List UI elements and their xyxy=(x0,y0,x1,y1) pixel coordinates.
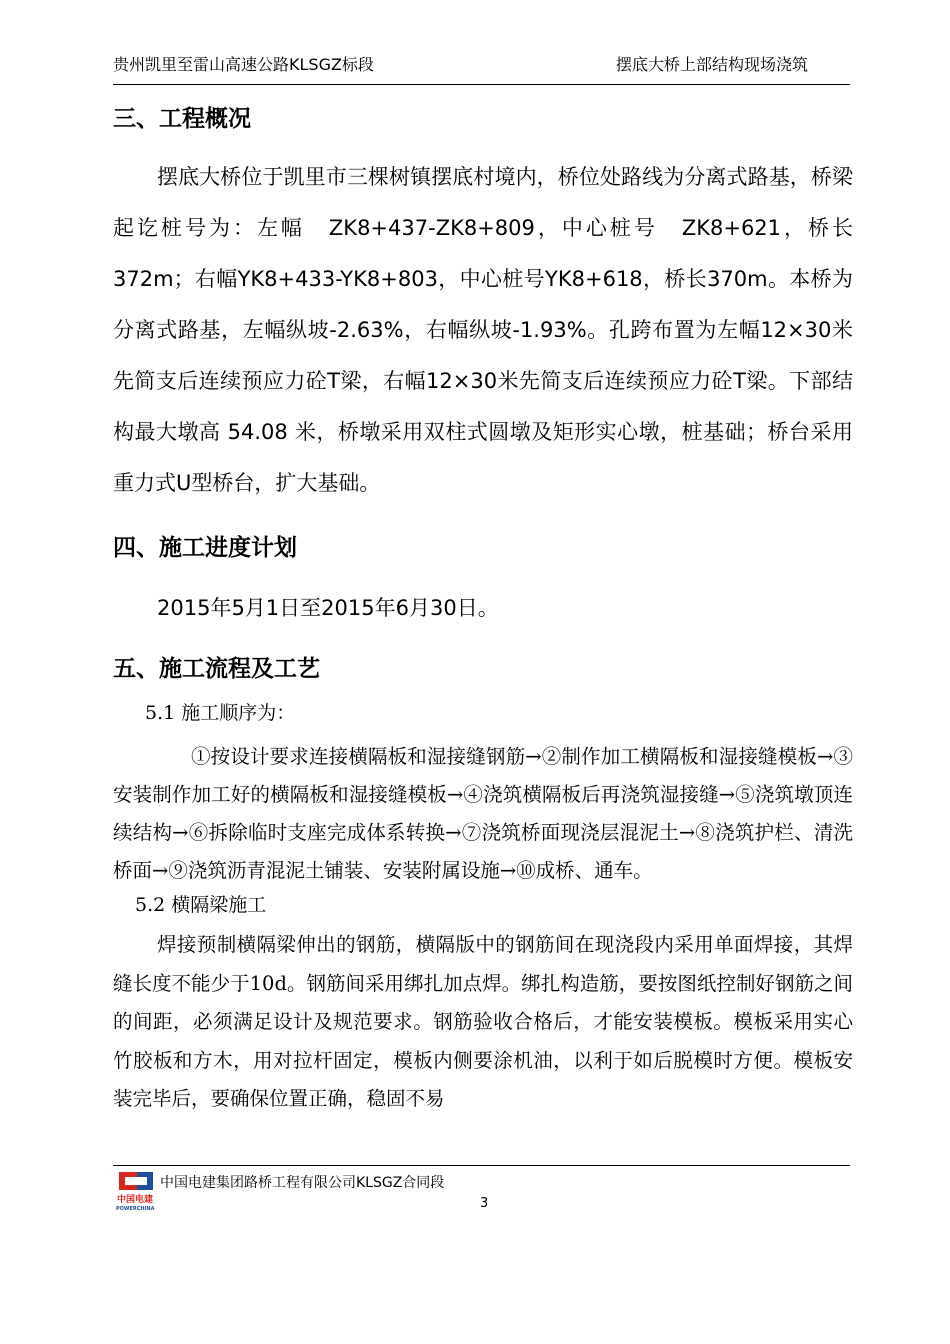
section-5-2-body: 焊接预制横隔梁伸出的钢筋，横隔版中的钢筋间在现浇段内采用单面焊接，其焊缝长度不能少于10d。钢筋间采用绑扎加点焊。绑扎构造筋，要按图纸控制好钢筋之间的间距，必须满足设计及规范要求。钢筋验收合格后，才能安装模板。模板采用实心竹胶板和方木，用对拉杆固定，模板内侧要涂机油，以利于如后脱模时方便。模板安装完毕后，要确保位置正确，稳固不易 xyxy=(113,933,853,1110)
footer-divider xyxy=(113,1165,850,1166)
logo-subtext: POWERCHINA xyxy=(116,1206,155,1212)
logo-text: 中国电建 xyxy=(117,1195,154,1205)
section-5-1-title: 5.1 施工顺序为： xyxy=(145,702,296,724)
section-5-2-title: 5.2 横隔梁施工 xyxy=(135,894,267,916)
page-content xyxy=(113,100,853,1119)
header-document-title: 摆底大桥上部结构现场浇筑 xyxy=(615,55,808,74)
section-3-title: 三、工程概况 xyxy=(113,106,251,132)
section-3-body: 摆底大桥位于凯里市三棵树镇摆底村境内，桥位处路线为分离式路基，桥梁起讫桩号为：左幅 ZK8+437-ZK8+809，中心桩号 ZK8+621，桥长372m；右幅YK8+433-YK8+803，中心桩号YK8+618，桥长370m。本桥为分离式路基，左幅纵坡-2.63%，右幅纵坡-1.93%。孔跨布置为左幅12×30米先简支后连续预应力砼T梁，右幅12×30米先简支后连续预应力砼T梁。下部结构最大墩高 54.08 米，桥墩采用双柱式圆墩及矩形实心墩，桩基础；桥台采用重力式U型桥台，扩大基础。 xyxy=(113,165,853,495)
section-5-1-body: ①按设计要求连接横隔板和湿接缝钢筋→②制作加工横隔板和湿接缝模板→③安装制作加工好的横隔板和湿接缝模板→④浇筑横隔板后再浇筑湿接缝→⑤浇筑墩顶连续结构→⑥拆除临时支座完成体系转换→⑦浇筑桥面现浇层混泥土→⑧浇筑护栏、清洗桥面→⑨浇筑沥青混泥土铺装、安装附属设施→⑩成桥、通车。 xyxy=(113,745,853,882)
section-4-title: 四、施工进度计划 xyxy=(113,535,297,561)
powerchina-logo-icon xyxy=(113,1168,165,1214)
powerchina-logo xyxy=(113,1168,165,1214)
section-4-body: 2015年5月1日至2015年6月30日。 xyxy=(157,596,499,620)
page-number: 3 xyxy=(480,1196,489,1211)
footer-company: 中国电建集团路桥工程有限公司KLSGZ合同段 xyxy=(160,1175,445,1191)
header-divider xyxy=(113,84,850,85)
header-project-name: 贵州凯里至雷山高速公路KLSGZ标段 xyxy=(113,55,374,74)
page-header xyxy=(113,52,836,78)
section-5-title: 五、施工流程及工艺 xyxy=(113,656,320,682)
